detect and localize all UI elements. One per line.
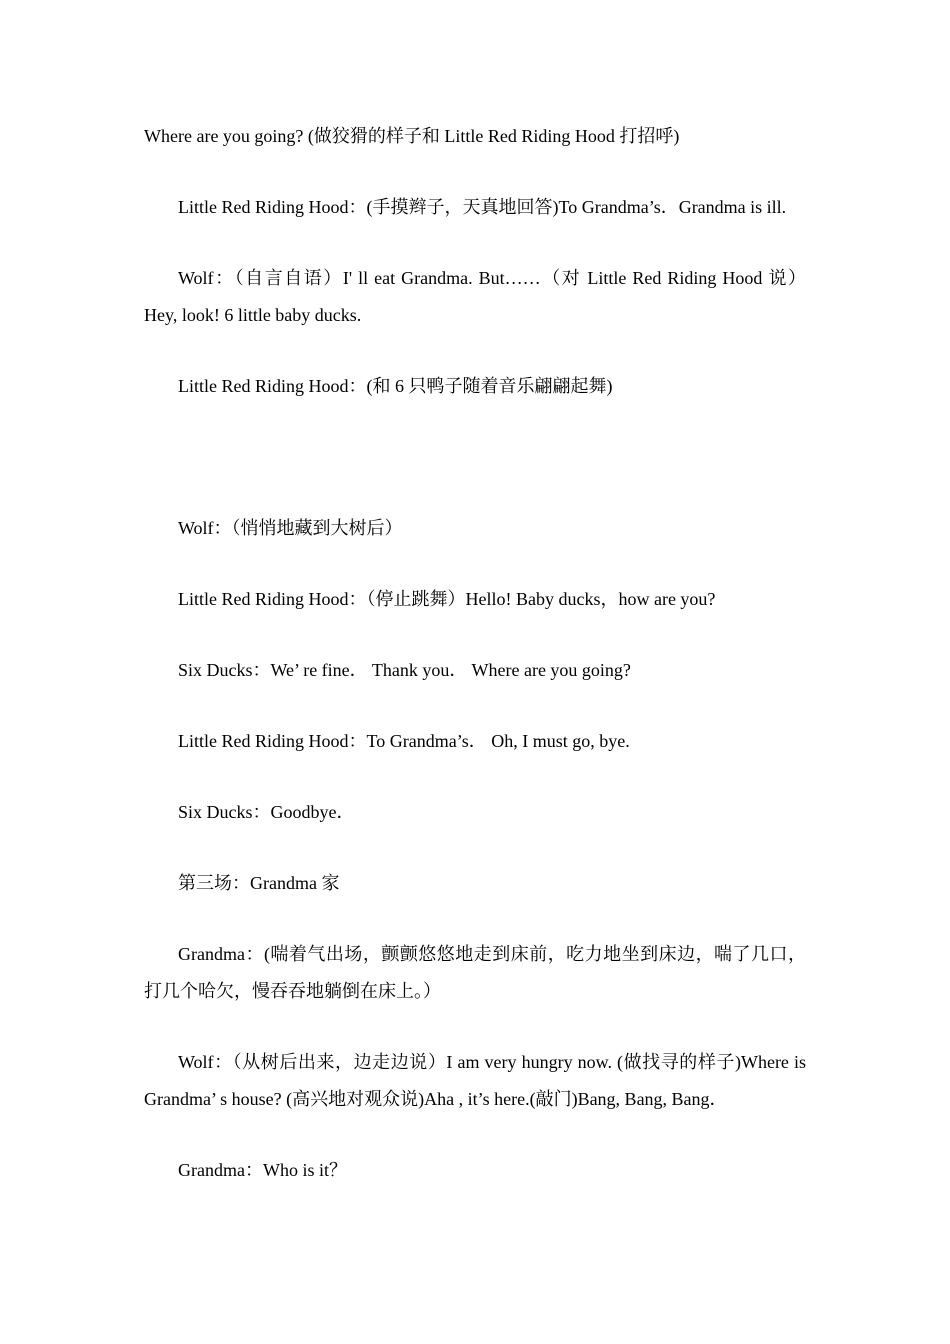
dialogue-paragraph: Little Red Riding Hood：（停止跳舞）Hello! Baby ducks，how are you? bbox=[178, 589, 716, 609]
dialogue-paragraph: Grandma：Who is it？ bbox=[178, 1160, 347, 1180]
dialogue-paragraph: Little Red Riding Hood：To Grandma’s． Oh, I must go, bye. bbox=[178, 731, 630, 751]
dialogue-paragraph: Wolf：（悄悄地藏到大树后） bbox=[178, 518, 403, 538]
dialogue-paragraph: Six Ducks：Goodbye． bbox=[178, 802, 355, 822]
dialogue-paragraph: Grandma：(喘着气出场，颤颤悠悠地走到床前，吃力地坐到床边，喘了几口，打几个哈欠，慢吞吞地躺倒在床上。） bbox=[144, 944, 806, 1001]
dialogue-paragraph: Little Red Riding Hood：(和 6 只鸭子随着音乐翩翩起舞) bbox=[178, 376, 613, 396]
dialogue-paragraph: Little Red Riding Hood：(手摸辫子，天真地回答)To Grandma’s．Grandma is ill. bbox=[178, 197, 787, 217]
dialogue-paragraph: Six Ducks：We’ re fine． Thank you． Where are you going? bbox=[178, 660, 631, 680]
dialogue-paragraph: Where are you going? (做狡猾的样子和 Little Red Riding Hood 打招呼) bbox=[144, 126, 680, 146]
scene-heading: 第三场：Grandma 家 bbox=[178, 873, 340, 893]
dialogue-paragraph: Wolf：（从树后出来，边走边说）I am very hungry now. (做找寻的样子)Where is Grandma’ s house? (高兴地对观众说)Aha , it’s here.(敲门)Bang, Bang, Bang． bbox=[144, 1052, 806, 1109]
dialogue-paragraph: Wolf：（自言自语）I' ll eat Grandma. But……（对 Little Red Riding Hood 说）Hey, look! 6 little baby ducks. bbox=[144, 268, 806, 325]
